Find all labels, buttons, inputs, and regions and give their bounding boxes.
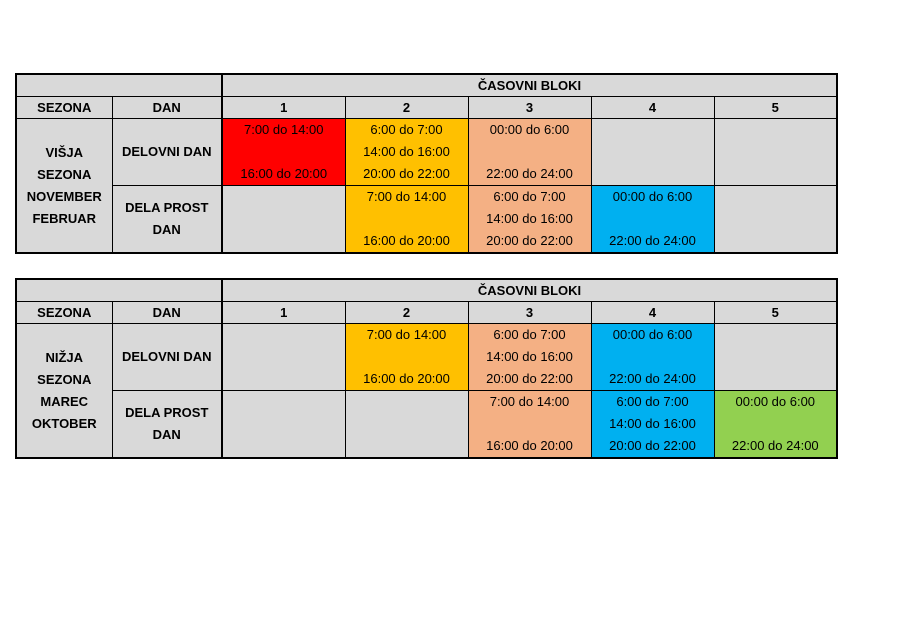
time-range: 22:00 do 24:00 [609, 371, 696, 386]
time-range: 22:00 do 24:00 [486, 166, 573, 181]
time-range [469, 413, 591, 435]
time-range [592, 141, 714, 163]
time-block-cell-4 [591, 324, 714, 391]
column-header-block-3: 3 [468, 97, 591, 119]
time-range [469, 141, 591, 163]
column-header-block-2: 2 [345, 97, 468, 119]
time-range: 22:00 do 24:00 [609, 233, 696, 248]
time-range: 7:00 do 14:00 [243, 122, 324, 137]
time-range [715, 346, 837, 368]
time-range [715, 230, 837, 252]
day-type-cell [112, 119, 222, 186]
time-range [592, 163, 714, 185]
season-cell [16, 324, 112, 459]
time-range [715, 324, 837, 346]
corner-cell [16, 74, 222, 97]
day-type-cell [112, 186, 222, 254]
time-range [223, 324, 345, 346]
time-range: 20:00 do 22:00 [363, 166, 450, 181]
time-block-cell-3 [468, 391, 591, 459]
time-range: 6:00 do 7:00 [493, 189, 566, 204]
time-block-cell-1 [222, 186, 345, 254]
season-label-line: SEZONA [37, 371, 92, 387]
time-range [346, 391, 468, 413]
column-header-block-5: 5 [714, 302, 837, 324]
time-block-cell-3 [468, 324, 591, 391]
season-label-line: VIŠJA [45, 144, 84, 160]
time-range [223, 391, 345, 413]
table-title: ČASOVNI BLOKI [222, 74, 837, 97]
time-range: 14:00 do 16:00 [486, 211, 573, 226]
time-blocks-table [15, 278, 838, 459]
time-block-cell-1 [222, 324, 345, 391]
time-range [592, 208, 714, 230]
day-type-label-line: DAN [152, 427, 181, 442]
time-range: 7:00 do 14:00 [366, 189, 447, 204]
time-range [592, 346, 714, 368]
time-range [715, 368, 837, 390]
season-label-line: OKTOBER [31, 415, 97, 431]
time-block-cell-2 [345, 186, 468, 254]
time-range [715, 141, 837, 163]
time-blocks-table [15, 73, 838, 254]
time-range: 7:00 do 14:00 [489, 394, 570, 409]
time-range: 6:00 do 7:00 [370, 122, 443, 137]
season-cell [16, 119, 112, 254]
time-block-cell-5 [714, 186, 837, 254]
time-block-cell-4 [591, 119, 714, 186]
column-header-season: SEZONA [16, 97, 112, 119]
time-range [223, 186, 345, 208]
day-type-label-line: DELA PROST [125, 405, 209, 420]
time-range: 22:00 do 24:00 [731, 438, 819, 453]
time-range: 00:00 do 6:00 [489, 122, 570, 137]
time-range [715, 163, 837, 185]
season-label-line: NIŽJA [45, 349, 84, 365]
time-block-cell-1 [222, 119, 345, 186]
corner-cell [16, 279, 222, 302]
time-range: 00:00 do 6:00 [612, 189, 693, 204]
day-type-label-line: DELOVNI DAN [121, 349, 212, 364]
time-range: 14:00 do 16:00 [486, 349, 573, 364]
time-block-cell-5 [714, 324, 837, 391]
column-header-season: SEZONA [16, 302, 112, 324]
column-header-day: DAN [112, 302, 222, 324]
time-range [346, 413, 468, 435]
column-header-day: DAN [112, 97, 222, 119]
time-range: 14:00 do 16:00 [609, 416, 696, 431]
time-range [346, 435, 468, 457]
time-range [223, 435, 345, 457]
column-header-block-5: 5 [714, 97, 837, 119]
time-range: 16:00 do 20:00 [240, 166, 328, 181]
time-block-cell-5 [714, 391, 837, 459]
time-range [223, 368, 345, 390]
time-range: 14:00 do 16:00 [363, 144, 450, 159]
table-title: ČASOVNI BLOKI [222, 279, 837, 302]
time-block-cell-3 [468, 119, 591, 186]
time-block-cell-4 [591, 186, 714, 254]
day-type-cell [112, 324, 222, 391]
time-range [223, 230, 345, 252]
season-label-line: MAREC [40, 393, 89, 409]
time-range [223, 208, 345, 230]
day-type-cell [112, 391, 222, 459]
time-range: 20:00 do 22:00 [486, 233, 573, 248]
time-range: 00:00 do 6:00 [612, 327, 693, 342]
time-range [346, 346, 468, 368]
season-label-line: FEBRUAR [32, 210, 97, 226]
time-block-cell-1 [222, 391, 345, 459]
column-header-block-1: 1 [222, 97, 345, 119]
time-range: 16:00 do 20:00 [486, 438, 573, 453]
column-header-block-2: 2 [345, 302, 468, 324]
time-range: 20:00 do 22:00 [486, 371, 573, 386]
time-block-cell-2 [345, 324, 468, 391]
time-range [346, 208, 468, 230]
time-block-cell-2 [345, 119, 468, 186]
time-range: 6:00 do 7:00 [616, 394, 689, 409]
time-block-cell-5 [714, 119, 837, 186]
season-label-line: SEZONA [37, 166, 92, 182]
time-range [223, 141, 345, 163]
season-label-line: NOVEMBER [26, 188, 102, 204]
time-range [223, 346, 345, 368]
time-range: 6:00 do 7:00 [493, 327, 566, 342]
day-type-label-line: DELOVNI DAN [121, 144, 212, 159]
column-header-block-4: 4 [591, 302, 714, 324]
time-range [715, 186, 837, 208]
day-type-label-line: DELA PROST [125, 200, 209, 215]
time-block-cell-2 [345, 391, 468, 459]
time-range: 7:00 do 14:00 [366, 327, 447, 342]
time-block-cell-3 [468, 186, 591, 254]
time-range: 00:00 do 6:00 [735, 394, 816, 409]
column-header-block-1: 1 [222, 302, 345, 324]
time-range [223, 413, 345, 435]
column-header-block-4: 4 [591, 97, 714, 119]
time-range: 20:00 do 22:00 [609, 438, 696, 453]
day-type-label-line: DAN [152, 222, 181, 237]
time-range [715, 208, 837, 230]
time-range: 16:00 do 20:00 [363, 371, 450, 386]
column-header-block-3: 3 [468, 302, 591, 324]
time-range: 16:00 do 20:00 [363, 233, 450, 248]
time-block-cell-4 [591, 391, 714, 459]
time-range [592, 119, 714, 141]
time-range [715, 119, 837, 141]
time-range [715, 413, 837, 435]
